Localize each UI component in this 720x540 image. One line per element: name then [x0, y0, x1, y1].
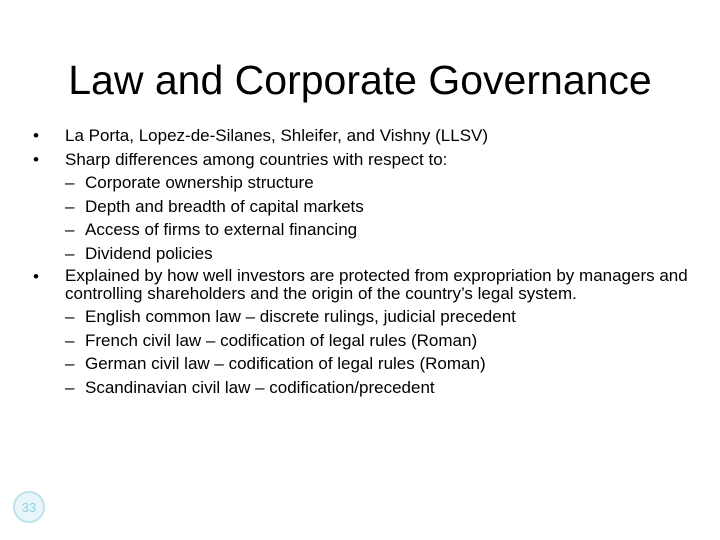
bullet-item: [26, 148, 696, 266]
sub-bullet-item: [65, 305, 696, 329]
bullet-marker: •: [33, 149, 39, 169]
dash-marker: –: [65, 173, 75, 192]
dash-marker: –: [65, 243, 75, 263]
dash-marker: –: [65, 377, 75, 397]
dash-marker: –: [65, 196, 75, 216]
page-number: 33: [21, 499, 37, 515]
sub-bullet-text: Access of firms to external financing: [85, 220, 358, 239]
slide-title: Law and Corporate Governance: [68, 57, 652, 103]
sub-bullet-text: Dividend policies: [85, 243, 213, 263]
bullet-list: [26, 124, 696, 399]
dash-marker: –: [65, 330, 75, 350]
bullet-text: Explained by how well investors are protected from expropriation by managers and controlling shareholders and the origin of the country’s legal system.: [65, 266, 688, 303]
sub-bullet-text: Depth and breadth of capital markets: [85, 196, 364, 216]
bullet-text: La Porta, Lopez-de-Silanes, Shleifer, and Vishny (LLSV): [65, 126, 489, 145]
sub-bullet-list: [65, 171, 696, 265]
sub-bullet-item: [65, 376, 696, 400]
sub-bullet-list: [65, 305, 696, 399]
sub-bullet-item: [65, 195, 696, 219]
sub-bullet-text: English common law – discrete rulings, judicial precedent: [85, 307, 516, 326]
bullet-marker: •: [33, 126, 39, 145]
sub-bullet-item: [65, 171, 696, 195]
sub-bullet-text: Corporate ownership structure: [85, 173, 314, 192]
bullet-item: [26, 124, 696, 148]
bullet-item: [26, 265, 696, 399]
sub-bullet-item: [65, 329, 696, 353]
sub-bullet-item: [65, 352, 696, 376]
sub-bullet-item: [65, 242, 696, 266]
dash-marker: –: [65, 307, 75, 326]
sub-bullet-text: Scandinavian civil law – codification/precedent: [85, 377, 435, 397]
sub-bullet-item: [65, 218, 696, 242]
sub-bullet-text: German civil law – codification of legal rules (Roman): [85, 354, 486, 373]
page-number-badge: [13, 491, 45, 523]
bullet-marker: •: [33, 267, 39, 286]
dash-marker: –: [65, 220, 75, 239]
dash-marker: –: [65, 354, 75, 373]
sub-bullet-text: French civil law – codification of legal rules (Roman): [85, 330, 478, 350]
bullet-text: Sharp differences among countries with respect to:: [65, 149, 448, 169]
